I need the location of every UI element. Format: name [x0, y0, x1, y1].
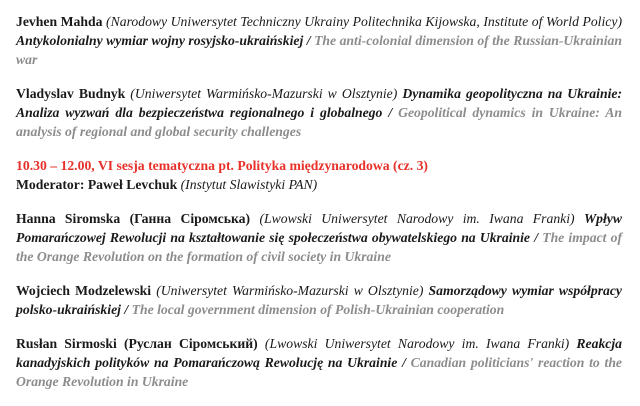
- session-heading: [16, 156, 622, 175]
- talk-title-en: Canadian politicians' reaction to the Orange Revolution in Ukraine: [16, 355, 623, 389]
- talk-title-pl: Reakcja kanadyjskich polityków na Pomarańczową Rewolucję na Ukrainie: [16, 336, 623, 370]
- session-title: 10.30 – 12.00, VI sesja tematyczna pt. Polityka międzynarodowa (cz. 3): [16, 158, 428, 173]
- moderator-name: Moderator: Paweł Levchuk: [16, 177, 178, 192]
- program-page: [16, 12, 622, 406]
- speaker-affiliation: (Uniwersytet Warmińsko-Mazurski w Olsztynie): [156, 283, 424, 298]
- speaker-name: Vladyslav Budnyk: [16, 86, 126, 101]
- speaker-name: Hanna Siromska (Ганна Сіромська): [16, 211, 251, 226]
- speaker-affiliation: (Lwowski Uniwersytet Narodowy im. Iwana Franki): [264, 336, 570, 351]
- talk-title-en: The impact of the Orange Revolution on the formation of civil society in Ukraine: [16, 230, 623, 264]
- speaker-name: Jevhen Mahda: [16, 14, 103, 29]
- talk-title-pl: Samorządowy wymiar współpracy polsko-ukraińskiej: [16, 283, 623, 317]
- speaker-name: Rusłan Sirmoski (Руслан Сіромський): [16, 336, 258, 351]
- program-entry: [16, 12, 622, 69]
- speaker-affiliation: (Lwowski Uniwersytet Narodowy im. Iwana Franki): [259, 211, 575, 226]
- talk-title-en: The anti-colonial dimension of the Russian-Ukrainian war: [16, 33, 622, 67]
- title-separator: /: [402, 355, 406, 370]
- title-separator: /: [388, 105, 393, 120]
- talk-title-pl: Dynamika geopolityczna na Ukrainie: Analiza wyzwań dla bezpieczeństwa regionalnego i globalnego: [16, 86, 622, 120]
- speaker-affiliation: (Narodowy Uniwersytet Techniczny Ukrainy Politechnika Kijowska, Institute of World Policy): [106, 14, 623, 29]
- program-entry: [16, 84, 622, 141]
- talk-title-pl: Wpływ Pomarańczowej Rewolucji na kształtowanie się społeczeństwa obywatelskiego na Ukrainie: [16, 211, 623, 245]
- moderator-affiliation: (Instytut Slawistyki PAN): [180, 177, 318, 192]
- speaker-name: Wojciech Modzelewski: [16, 283, 152, 298]
- program-entry: [16, 209, 622, 266]
- talk-title-pl: Antykolonialny wymiar wojny rosyjsko-ukraińskiej: [16, 33, 304, 48]
- title-separator: /: [306, 33, 311, 48]
- speaker-affiliation: (Uniwersytet Warmińsko-Mazurski w Olsztynie): [130, 86, 398, 101]
- title-separator: /: [124, 302, 129, 317]
- title-separator: /: [534, 230, 539, 245]
- moderator-line: [16, 175, 622, 194]
- talk-title-en: Geopolitical dynamics in Ukraine: An analysis of regional and global security challenges: [16, 105, 623, 139]
- program-entry: [16, 334, 622, 391]
- program-entry: [16, 281, 622, 319]
- talk-title-en: The local government dimension of Polish-Ukrainian cooperation: [131, 302, 505, 317]
